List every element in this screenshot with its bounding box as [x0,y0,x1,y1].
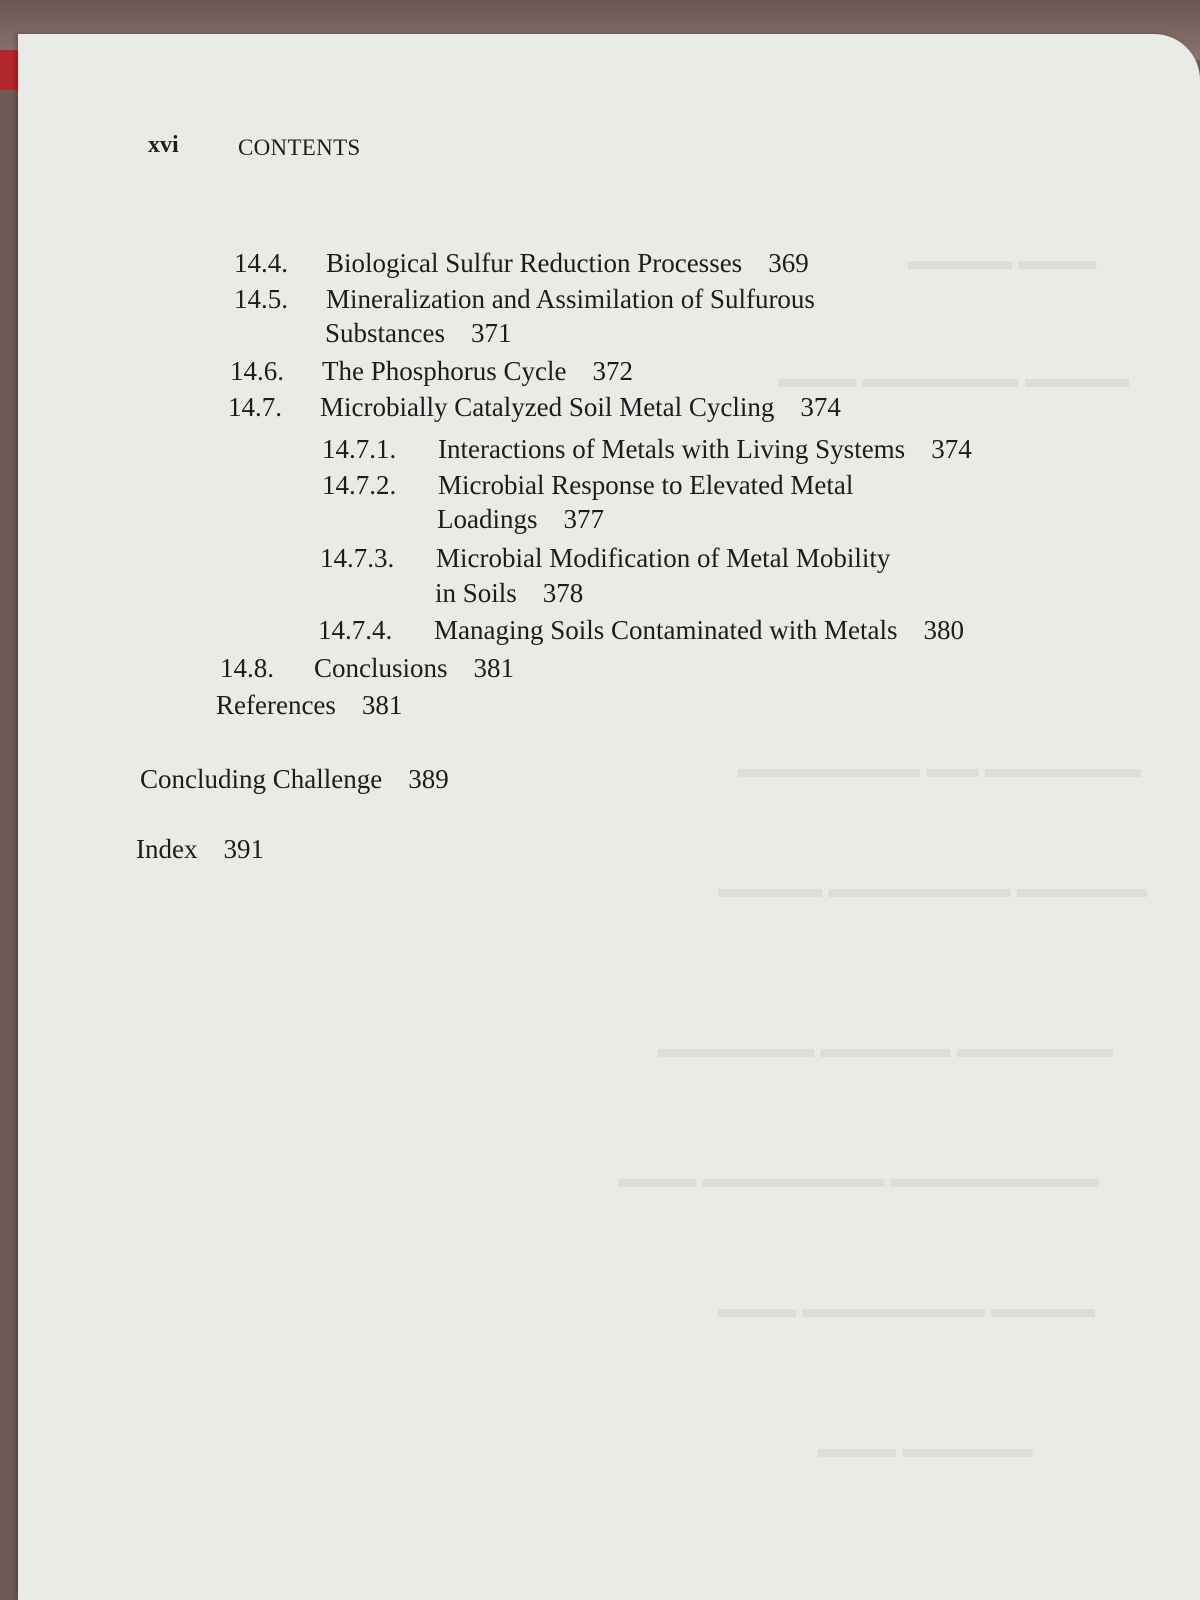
section-number: 14.7.2. [322,470,397,500]
toc-entry-concluding-challenge [140,764,449,795]
page-ref: 380 [923,615,964,645]
toc-subentry [318,615,964,646]
section-title: Index [136,834,198,864]
section-number: 14.8. [220,653,274,683]
book-page: ▬▬▬ ▬▬▬▬ ▬▬▬▬ ▬▬▬▬▬▬ ▬▬▬ ▬▬▬▬▬▬ ▬▬ ▬▬▬▬▬▬▬ ▬▬▬▬▬ ▬▬▬▬▬▬▬ ▬▬▬▬ ▬▬▬▬▬▬ ▬▬▬▬▬ ▬▬▬▬▬▬ ▬▬▬▬▬▬▬▬ ▬▬▬▬▬▬▬ ▬▬▬ ▬▬▬▬ ▬▬▬▬▬▬▬ ▬▬▬ ▬▬▬▬▬ ▬▬▬ [18,34,1200,1600]
page-ref: 377 [563,504,604,534]
section-title: Microbially Catalyzed Soil Metal Cycling [320,392,775,422]
section-number: 14.6. [230,356,284,386]
section-number: 14.7.3. [320,543,395,573]
toc-entry [234,284,815,315]
section-title: Conclusions [314,653,448,683]
section-title: Interactions of Metals with Living Systems [438,434,906,464]
toc-subentry [322,470,853,501]
section-title: Biological Sulfur Reduction Processes [326,248,743,278]
section-title-continued: Substances [325,318,445,348]
page-ref: 374 [800,392,841,422]
toc-subentry [322,434,972,465]
toc-entry [230,356,633,387]
toc-entry [220,653,514,684]
running-header: CONTENTS [238,135,361,160]
section-number: 14.7.4. [318,615,393,645]
toc-entry [234,248,809,279]
toc-subentry [320,543,890,574]
section-title: Concluding Challenge [140,764,383,794]
section-title: References [216,690,336,720]
page-ref: 381 [361,690,403,720]
section-title: The Phosphorus Cycle [322,356,567,386]
toc-entry [228,392,841,423]
section-number: 14.5. [234,284,288,314]
toc-entry-continued [325,318,511,349]
toc-entry-references [216,690,402,721]
page-ref: 381 [473,653,515,683]
section-title-continued: in Soils [435,578,517,608]
page-ref: 372 [592,356,633,386]
toc-subentry-continued [437,504,604,535]
section-title-continued: Loadings [437,504,538,534]
section-title: Microbial Modification of Metal Mobility [436,543,891,573]
page-ref: 391 [223,834,264,864]
section-title: Mineralization and Assimilation of Sulfurous [326,284,815,314]
page-ref: 378 [542,578,584,608]
section-title: Managing Soils Contaminated with Metals [434,615,898,645]
page-number: xvi [148,132,179,158]
page-ref: 371 [470,318,512,348]
section-number: 14.7.1. [322,434,397,464]
toc-entry-index [136,834,264,865]
toc-subentry-continued [435,578,583,609]
section-number: 14.7. [228,392,282,422]
page-ref: 374 [931,434,972,464]
page-ref: 389 [408,764,449,794]
section-number: 14.4. [234,248,288,278]
page-ref: 369 [768,248,809,278]
section-title: Microbial Response to Elevated Metal [438,470,854,500]
